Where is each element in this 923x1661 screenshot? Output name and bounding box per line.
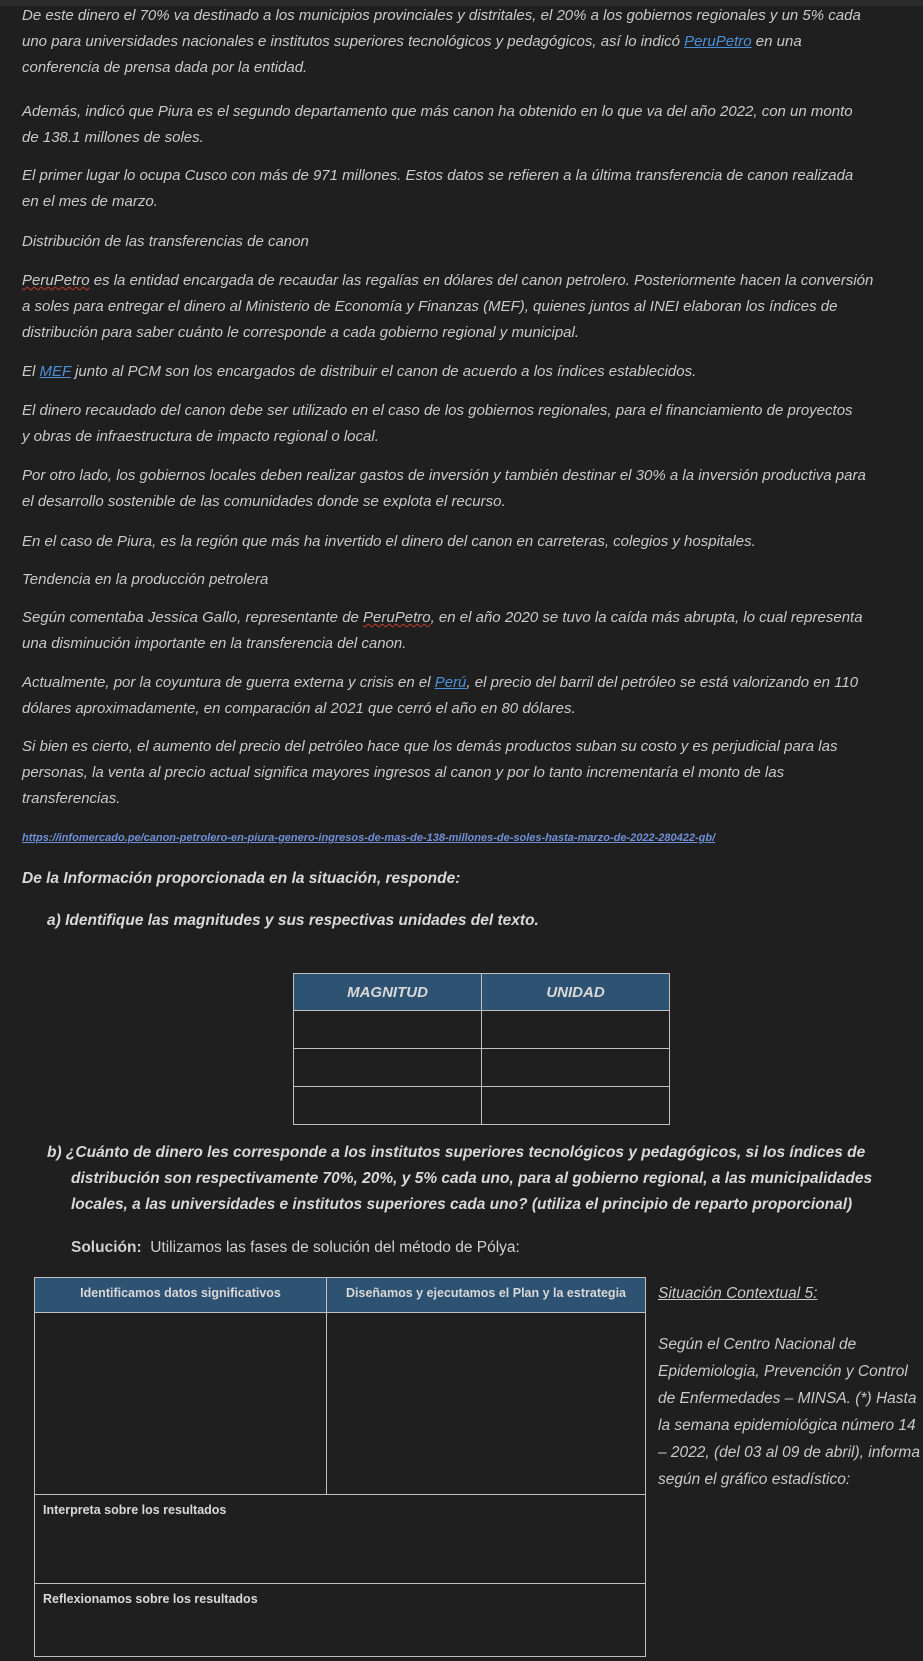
paragraph-7: El dinero recaudado del canon debe ser utilizado en el caso de los gobiernos regionales, para el financiamiento de proyectos y obras de infraestructura de impacto regional o local. — [22, 402, 853, 445]
table-row — [294, 1011, 670, 1049]
polya-header-datos: Identificamos datos significativos — [34, 1277, 327, 1313]
polya-cell-datos[interactable] — [34, 1312, 327, 1495]
table-cell[interactable] — [482, 1087, 670, 1125]
polya-label-interpreta: Interpreta sobre los resultados — [43, 1503, 227, 1517]
question-a: a) Identifique las magnitudes y sus respectivas unidades del texto. — [47, 912, 539, 929]
table-cell[interactable] — [294, 1049, 482, 1087]
polya-header-plan: Diseñamos y ejecutamos el Plan y la estrategia — [326, 1277, 646, 1313]
source-url-link[interactable]: https://infomercado.pe/canon-petrolero-en-piura-genero-ingresos-de-mas-de-138-millones-de-soles-hasta-marzo-de-2022-280422-gb/ — [22, 832, 716, 844]
table-row — [294, 1049, 670, 1087]
paragraph-1: De este dinero el 70% va destinado a los municipios provinciales y distritales, el 20% a los gobiernos regionales y un 5% cada uno para universidades nacionales e institutos superiores tecnológicos y pedagógicos, así lo indicó PeruPetro en una conferencia de prensa dada por la entidad. — [22, 7, 861, 76]
polya-cell-plan[interactable] — [326, 1312, 646, 1495]
solution-line: Solución: Utilizamos las fases de solución del método de Pólya: — [71, 1239, 520, 1256]
paragraph-13: Si bien es cierto, el aumento del precio del petróleo hace que los demás productos suban su costo y es perjudicial para las personas, la venta al precio actual significa mayores ingresos al canon y por lo tanto incrementaría el monto de las transferencias. — [22, 738, 838, 807]
subheading-tendencia: Tendencia en la producción petrolera — [22, 571, 269, 588]
polya-row-interpreta[interactable] — [34, 1494, 646, 1584]
situacion-contextual-panel: Situación Contextual 5: Según el Centro Nacional de Epidemiologia, Prevención y Control de Enfermedades – MINSA. (*) Hasta la semana epidemiológica número 14 – 2022, (del 03 al 09 de abril), informa según el gráfico estadístico: — [658, 1285, 923, 1493]
table-cell[interactable] — [482, 1049, 670, 1087]
paragraph-2: Además, indicó que Piura es el segundo departamento que más canon ha obtenido en lo que va del año 2022, con un monto de 138.1 millones de soles. — [22, 103, 853, 146]
magnitude-unit-table — [293, 973, 670, 1125]
table-cell[interactable] — [482, 1011, 670, 1049]
paragraph-12: Actualmente, por la coyuntura de guerra externa y crisis en el Perú, el precio del barril del petróleo se está valorizando en 110 dólares aproximadamente, en comparación al 2021 que cerró el año en 80 dólares. — [22, 674, 859, 717]
mef-link[interactable]: MEF — [39, 363, 71, 380]
instruction-heading: De la Información proporcionada en la situación, responde: — [22, 870, 461, 887]
table-header-unidad: UNIDAD — [482, 974, 670, 1011]
paragraph-5: PeruPetro es la entidad encargada de recaudar las regalías en dólares del canon petrolero. Posteriormente hacen la conversión a soles para entregar el dinero al Ministerio de Economía y Finanzas (MEF), quienes juntos al INEI elaboran los índices de distribución para saber cuánto le corresponde a cada gobierno regional y municipal. — [22, 272, 874, 341]
polya-label-reflexiona: Reflexionamos sobre los resultados — [43, 1592, 258, 1606]
situacion-title: Situación Contextual 5: — [658, 1285, 818, 1302]
table-cell[interactable] — [294, 1087, 482, 1125]
paragraph-3: El primer lugar lo ocupa Cusco con más de 971 millones. Estos datos se refieren a la última transferencia de canon realizada en el mes de marzo. — [22, 167, 854, 210]
polya-table — [34, 1277, 646, 1657]
perupetro-link[interactable]: PeruPetro — [684, 33, 752, 50]
table-header-magnitud: MAGNITUD — [294, 974, 482, 1011]
table-row — [294, 1087, 670, 1125]
paragraph-8: Por otro lado, los gobiernos locales deben realizar gastos de inversión y también destinar el 30% a la inversión productiva para el desarrollo sostenible de las comunidades donde se explota el recurso. — [22, 467, 866, 510]
table-cell[interactable] — [294, 1011, 482, 1049]
paragraph-9: En el caso de Piura, es la región que más ha invertido el dinero del canon en carreteras, colegios y hospitales. — [22, 533, 756, 550]
paragraph-6: El MEF junto al PCM son los encargados de distribuir el canon de acuerdo a los índices establecidos. — [22, 363, 697, 380]
peru-link[interactable]: Perú — [434, 674, 467, 691]
polya-row-reflexiona[interactable] — [34, 1583, 646, 1657]
paragraph-11: Según comentaba Jessica Gallo, representante de PeruPetro, en el año 2020 se tuvo la caída más abrupta, lo cual representa una disminución importante en la transferencia del canon. — [22, 609, 863, 652]
subheading-distribucion: Distribución de las transferencias de canon — [22, 233, 309, 250]
